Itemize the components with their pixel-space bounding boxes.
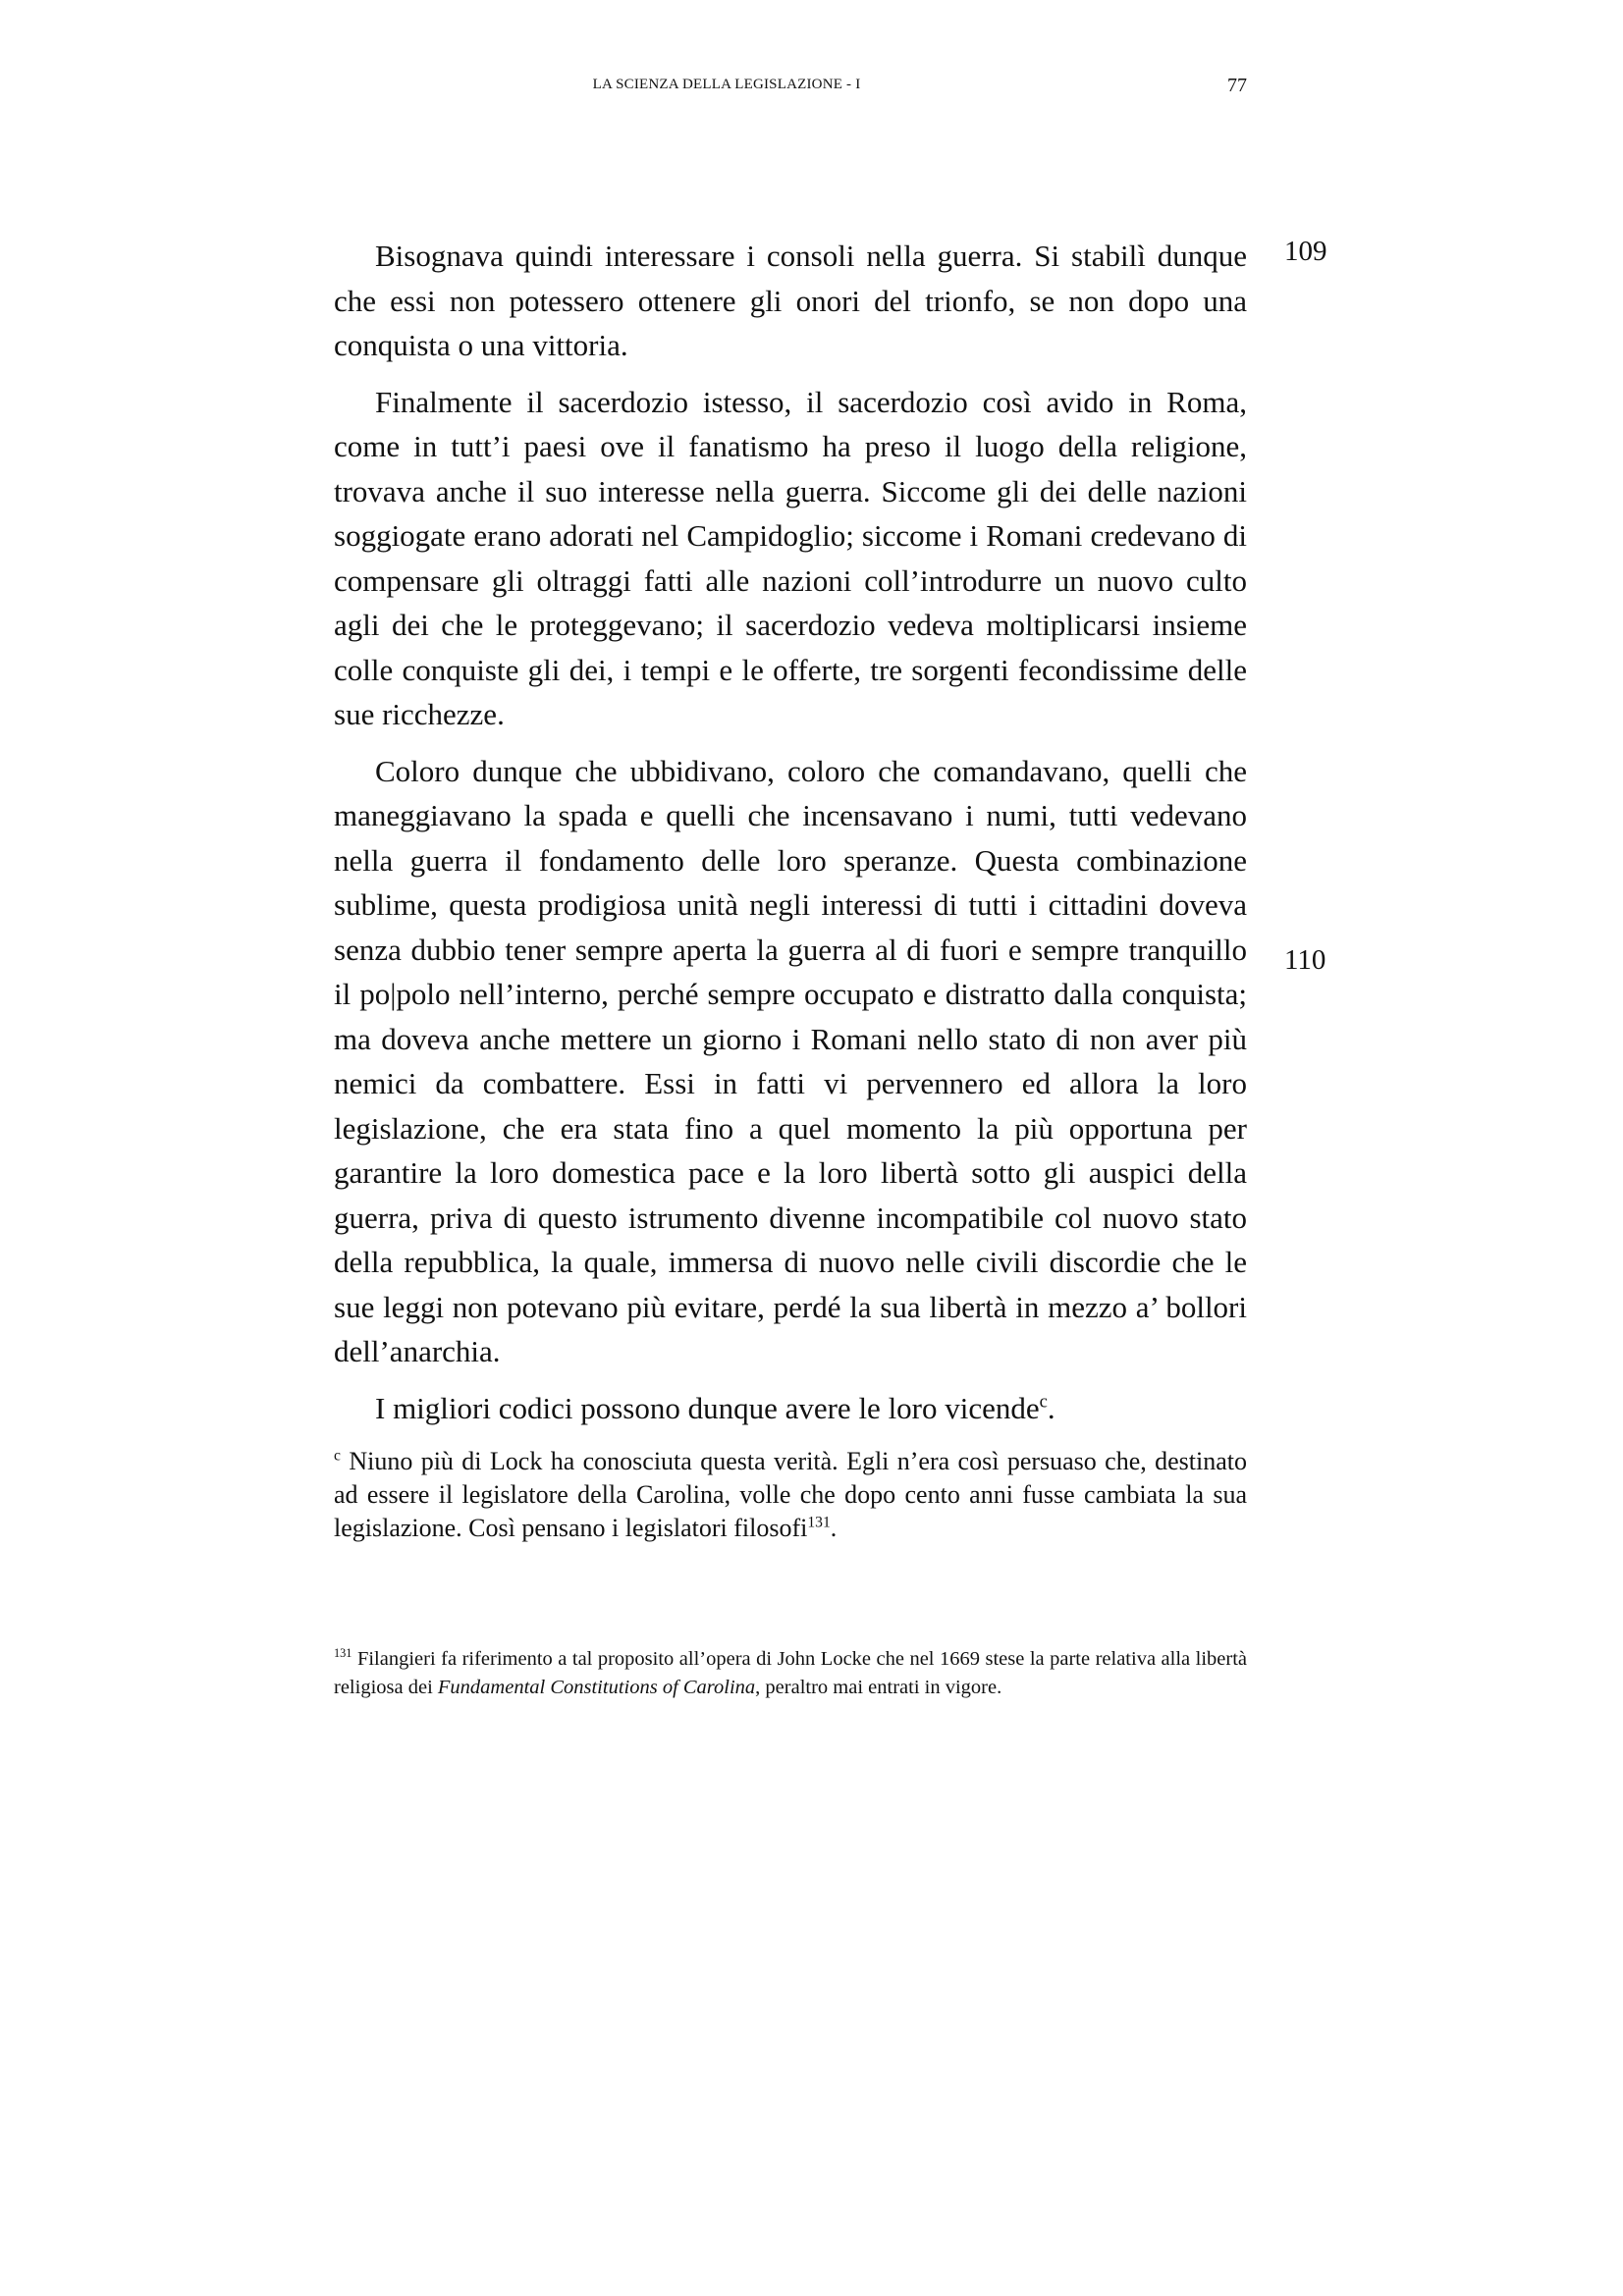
- paragraph-1: Bisognava quindi interessare i consoli nella guerra. Si stabilì dunque che essi non potessero ottenere gli onori del trionfo, se non dopo una conquista o una vittoria.: [334, 239, 1247, 362]
- paragraph-4-text: I migliori codici possono dunque avere le loro vicende: [375, 1390, 1040, 1425]
- editor-footnote-text: [334, 1645, 1247, 1702]
- running-title: LA SCIENZA DELLA LEGISLAZIONE - I: [592, 77, 861, 92]
- author-footnote-text: [334, 1445, 1247, 1545]
- author-footnote-mark: c: [334, 1447, 341, 1465]
- margin-number-109: 109: [1284, 236, 1327, 267]
- author-footnote-body: Niuno più di Lock ha conosciuta questa verità. Egli n’era così persuaso che, destinato ad essere il legislatore della Carolina, volle che dopo cento anni fusse cambiata la sua legislazione. Così pensano i legislatori filosofi: [334, 1447, 1248, 1542]
- editor-footnote-number: 131: [334, 1646, 352, 1661]
- paragraph-2: Finalmente il sacerdozio istesso, il sacerdozio così avido in Roma, come in tutt’i paesi ove il fanatismo ha preso il luogo della religione, trovava anche il suo interesse nella guerra. Siccome gli dei delle nazioni soggiogate erano adorati nel Campidoglio; siccome i Romani credevano di compensare gli oltraggi fatti alle nazioni coll’introdurre un nuovo culto agli dei che le proteggevano; il sacerdozio vedeva moltiplicarsi insieme colle conquiste gli dei, i tempi e le offerte, tre sorgenti fecondissime delle sue ricchezze.: [334, 384, 1247, 731]
- running-head: [334, 77, 1247, 106]
- body-text: [334, 234, 1247, 1442]
- editor-footnote-before: Filangieri fa riferimento a tal proposito all’opera di John Locke che nel 1669 stese la parte relativa alla libertà religiosa dei: [334, 1648, 1247, 1698]
- author-footnote-end: .: [830, 1514, 838, 1542]
- page-number: 77: [1227, 75, 1247, 96]
- note-mark-c: c: [1039, 1391, 1048, 1413]
- paragraph-4-end: .: [1047, 1390, 1055, 1425]
- author-footnote-ref: 131: [807, 1514, 831, 1531]
- editor-footnote-italic: Fundamental Constitutions of Carolina: [437, 1677, 756, 1698]
- author-footnote: [334, 1445, 1247, 1545]
- paragraph-4: [334, 1386, 1247, 1431]
- margin-number-110: 110: [1284, 944, 1326, 976]
- paragraph-3: Coloro dunque che ubbidivano, coloro che comandavano, quelli che maneggiavano la spada e quelli che incensavano i numi, tutti vedevano nella guerra il fondamento delle loro speranze. Questa combinazione sublime, questa prodigiosa unità negli interessi di tutti i cittadini doveva senza dubbio tener sempre aperta la guerra al di fuori e sempre tranquillo il po|polo nell’interno, perché sempre occupato e distratto dalla conquista; ma doveva anche mettere un giorno i Romani nello stato di non aver più nemici da combattere. Essi in fatti vi pervennero ed allora la loro legislazione, che era stata fino a quel momento la più opportuna per garantire la loro domestica pace e la loro libertà sotto gli auspici della guerra, priva di questo istrumento divenne incompatibile col nuovo stato della repubblica, la quale, immersa di nuovo nelle civili discordie che le sue leggi non potevano più evitare, perdé la sua libertà in mezzo a’ bollori dell’anarchia.: [334, 753, 1247, 1368]
- editor-footnote: [334, 1645, 1247, 1702]
- editor-footnote-after: , peraltro mai entrati in vigore.: [755, 1677, 1002, 1698]
